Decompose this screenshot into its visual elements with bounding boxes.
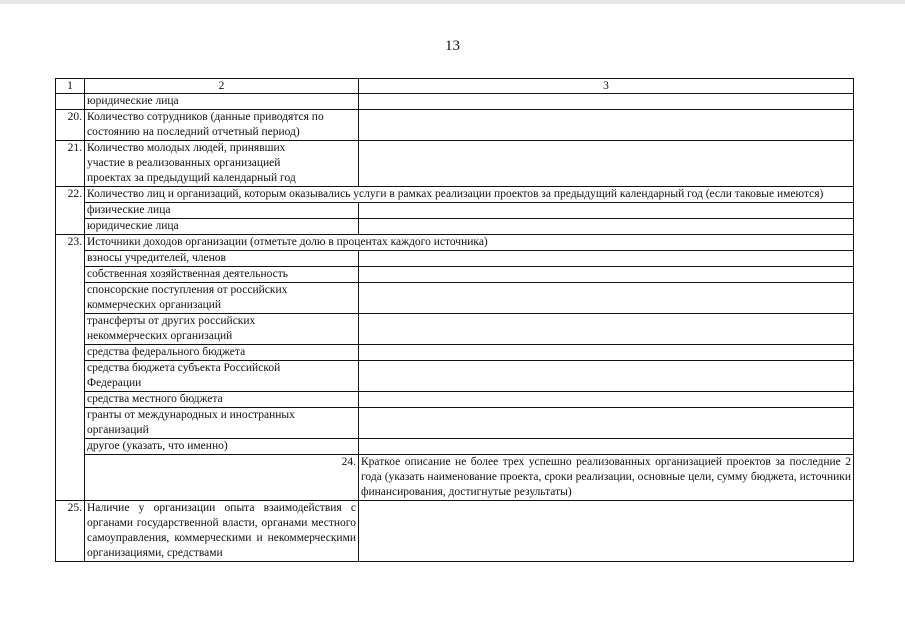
row-number: 23. <box>56 235 85 501</box>
table-row <box>56 187 854 203</box>
row-label: трансферты от других российских некоммерческих организаций <box>85 314 359 345</box>
row-label: Наличие у организации опыта взаимодействия с органами государственной власти, органами местного самоуправления, коммерческими и некоммерческими организациями, средствами <box>85 501 359 562</box>
row-label-wide: Источники доходов организации (отметьте долю в процентах каждого источника) <box>85 235 854 251</box>
table-row <box>56 455 854 501</box>
table-row <box>56 251 854 267</box>
row-label: средства федерального бюджета <box>85 345 359 361</box>
row-value-cell[interactable] <box>359 267 854 283</box>
row-label: гранты от международных и иностранных организаций <box>85 408 359 439</box>
table-row <box>56 94 854 110</box>
page-number: 13 <box>445 38 460 54</box>
row-value-cell[interactable] <box>359 314 854 345</box>
row-label-wide: Количество лиц и организаций, которым оказывались услуги в рамках реализации проектов за предыдущий календарный год (если таковые имеются) <box>85 187 854 203</box>
row-value-cell[interactable] <box>359 141 854 187</box>
row-label: физические лица <box>85 203 359 219</box>
row-number: 25. <box>56 501 85 562</box>
row-number: 21. <box>56 141 85 187</box>
row-label: Краткое описание не более трех успешно реализованных организацией проектов за последние 2 года (указать наименование проекта, сроки реализации, основные цели, сумму бюджета, источники финансирования, достигнутые результаты) <box>359 455 854 501</box>
application-form-table <box>55 78 854 562</box>
row-value-cell[interactable] <box>359 219 854 235</box>
table-row <box>56 439 854 455</box>
row-value-cell[interactable] <box>359 501 854 562</box>
table-row <box>56 235 854 251</box>
table-row <box>56 219 854 235</box>
row-value-cell[interactable] <box>359 345 854 361</box>
row-label: спонсорские поступления от российских коммерческих организаций <box>85 283 359 314</box>
row-number: 22. <box>56 187 85 235</box>
row-value-cell[interactable] <box>359 283 854 314</box>
row-value-cell[interactable] <box>359 439 854 455</box>
scan-top-edge <box>0 0 905 4</box>
row-label: юридические лица <box>85 219 359 235</box>
row-label: другое (указать, что именно) <box>85 439 359 455</box>
row-value-cell[interactable] <box>359 408 854 439</box>
row-label: Количество сотрудников (данные приводятся по состоянию на последний отчетный период) <box>85 110 359 141</box>
header-col-1: 1 <box>56 79 85 94</box>
row-value-cell[interactable] <box>359 94 854 110</box>
table-row <box>56 314 854 345</box>
row-number-cell <box>56 94 85 110</box>
table-row <box>56 361 854 392</box>
table-row <box>56 267 854 283</box>
table-row <box>56 501 854 562</box>
row-label: Количество молодых людей, принявших участие в реализованных организацией проектах за предыдущий календарный год <box>85 141 359 187</box>
row-value-cell[interactable] <box>359 110 854 141</box>
header-col-2: 2 <box>85 79 359 94</box>
row-label: собственная хозяйственная деятельность <box>85 267 359 283</box>
row-label: юридические лица <box>85 94 359 110</box>
table-row <box>56 283 854 314</box>
row-value-cell[interactable] <box>359 203 854 219</box>
table-row <box>56 392 854 408</box>
table-row <box>56 345 854 361</box>
table-row <box>56 141 854 187</box>
table-row <box>56 203 854 219</box>
row-number: 24. <box>85 455 359 501</box>
row-number: 20. <box>56 110 85 141</box>
row-value-cell[interactable] <box>359 251 854 267</box>
table-header-row <box>56 79 854 94</box>
table-row <box>56 408 854 439</box>
row-value-cell[interactable] <box>359 392 854 408</box>
row-label: взносы учредителей, членов <box>85 251 359 267</box>
row-label: средства бюджета субъекта Российской Федерации <box>85 361 359 392</box>
row-value-cell[interactable] <box>359 361 854 392</box>
table-row <box>56 110 854 141</box>
header-col-3: 3 <box>359 79 854 94</box>
row-label: средства местного бюджета <box>85 392 359 408</box>
